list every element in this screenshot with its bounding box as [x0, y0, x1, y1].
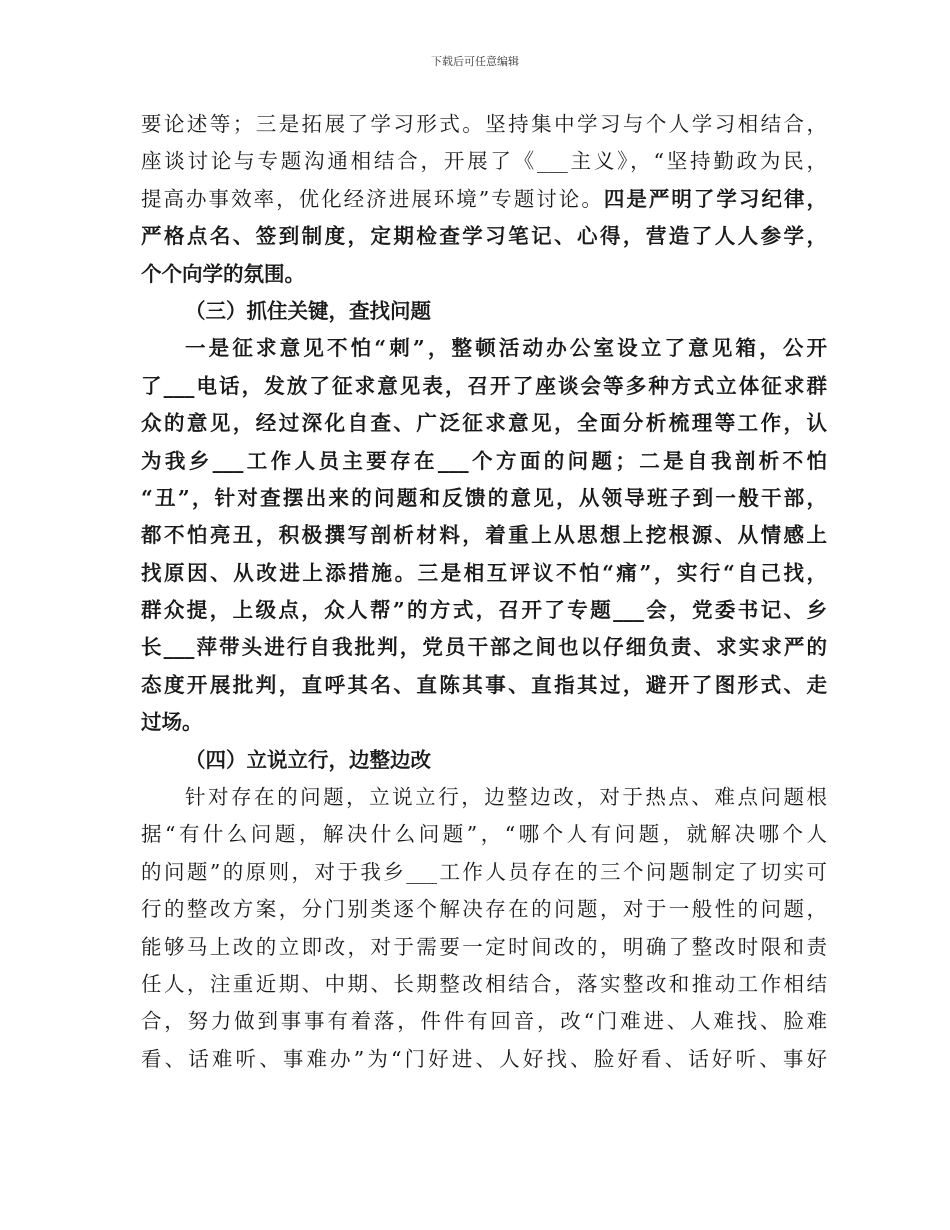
text-run: 提高办事效率，优化经济进展环境”专题讨论。 [141, 186, 604, 211]
text-line: 据“有什么问题，解决什么问题”，“哪个人有问题，就解决哪个人 [141, 822, 827, 847]
text-line: 看、话难听、事难办”为“门好进、人好找、脸好看、话好听、事好 [141, 1046, 827, 1071]
text-line: 任人，注重近期、中期、长期整改相结合，落实整改和推动工作相结 [141, 971, 827, 996]
text-line: 过场。 [141, 710, 203, 735]
text-line: 针对存在的问题，立说立行，边整边改，对于热点、难点问题根 [185, 785, 827, 810]
text-line: 要论述等；三是拓展了学习形式。坚持集中学习与个人学习相结合， [141, 112, 827, 136]
text-line: 行的整改方案，分门别类逐个解决存在的问题，对于一般性的问题， [141, 897, 827, 922]
text-line: 能够马上改的立即改，对于需要一定时间改的，明确了整改时限和责 [141, 934, 827, 959]
text-line: 座谈讨论与专题沟通相结合，开展了《___主义》，“坚持勤政为民， [141, 149, 827, 174]
page-header: 下载后可任意编辑 [431, 55, 519, 68]
text-line: 严格点名、签到制度，定期检查学习笔记、心得，营造了人人参学， [141, 224, 827, 249]
text-run-bold: 四是严明了学习纪律， [603, 186, 827, 211]
text-line: 众的意见，经过深化自查、广泛征求意见，全面分析梳理等工作，认 [141, 411, 827, 436]
text-line: 的问题”的原则，对于我乡___工作人员存在的三个问题制定了切实可 [141, 859, 827, 884]
text-line: “丑”，针对查摆出来的问题和反馈的意见，从领导班子到一般干部， [141, 485, 827, 510]
text-line: 群众提，上级点，众人帮”的方式，召开了专题___会，党委书记、乡 [141, 598, 827, 623]
text-line: 个个向学的氛围。 [141, 261, 305, 286]
text-line: 合，努力做到事事有着落，件件有回音，改“门难进、人难找、脸难 [141, 1009, 827, 1034]
text-line: 一是征求意见不怕“刺”，整顿活动办公室设立了意见箱，公开 [185, 336, 827, 361]
text-line: 长___萍带头进行自我批判，党员干部之间也以仔细负责、求实求严的 [141, 635, 827, 660]
text-line: 态度开展批判，直呼其名、直陈其事、直指其过，避开了图形式、走 [141, 672, 827, 697]
section-heading: （四）立说立行，边整边改 [185, 747, 431, 772]
text-line [141, 181, 827, 218]
document-body [141, 106, 827, 1078]
text-line: 为我乡___工作人员主要存在___个方面的问题；二是自我剖析不怕 [141, 448, 827, 473]
text-line: 了___电话，发放了征求意见表，召开了座谈会等多种方式立体征求群 [141, 373, 827, 398]
text-line: 找原因、从改进上添措施。三是相互评议不怕“痛”，实行“自己找， [141, 560, 827, 585]
section-heading: （三）抓住关键，查找问题 [185, 298, 431, 323]
text-line: 都不怕亮丑，积极撰写剖析材料，着重上从思想上挖根源、从情感上 [141, 523, 827, 548]
